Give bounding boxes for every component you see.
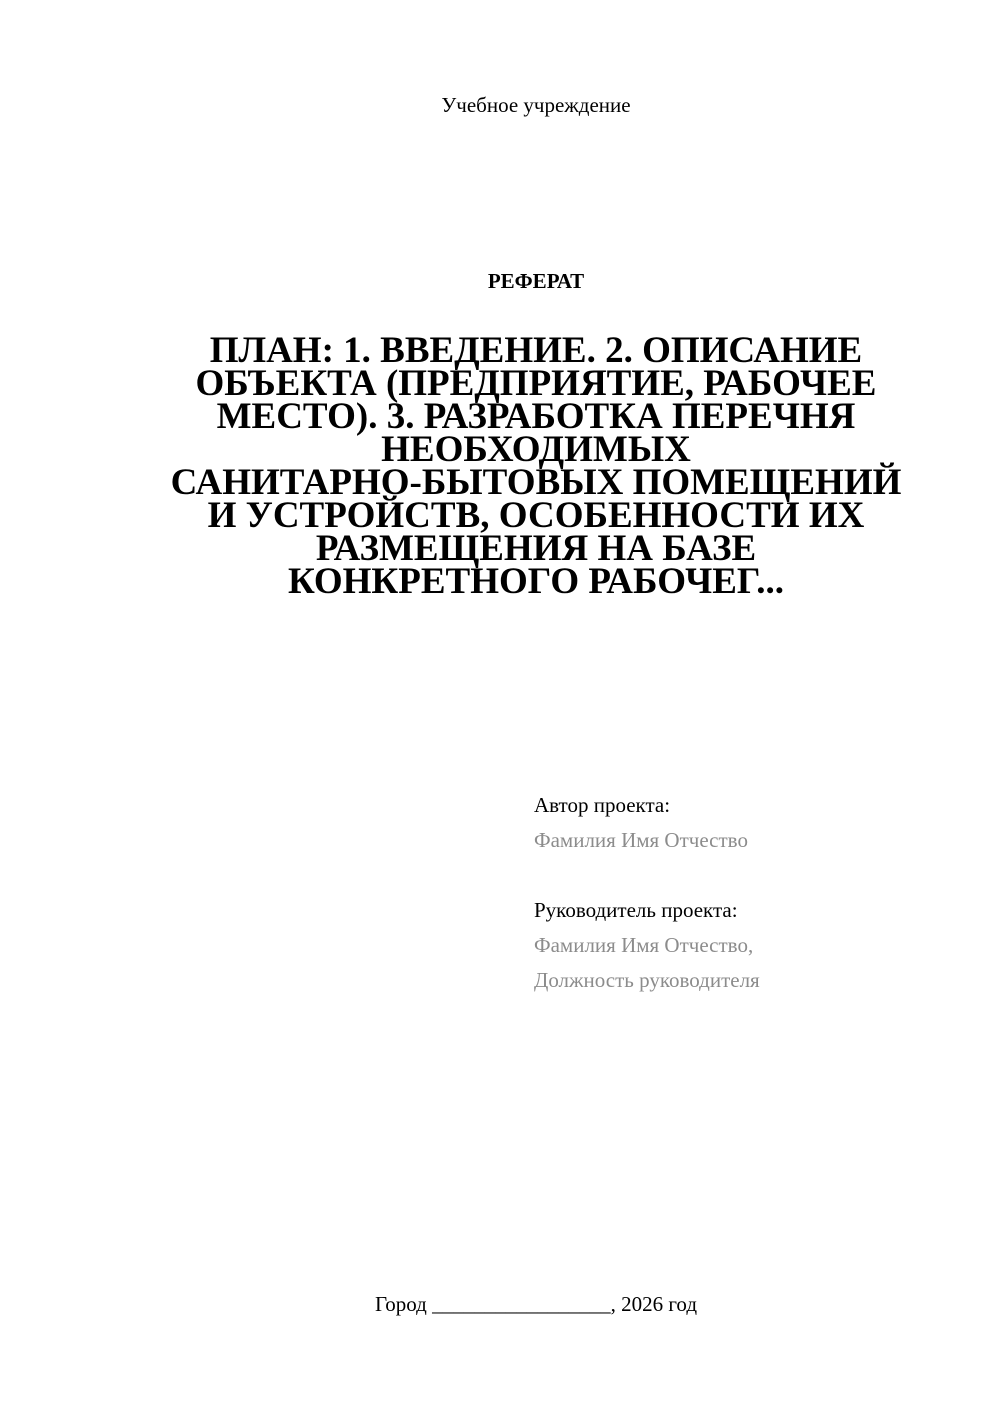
- spacer: [534, 858, 974, 893]
- document-type: РЕФЕРАТ: [487, 269, 585, 293]
- supervisor-position: Должность руководителя: [534, 968, 760, 992]
- project-people-block: [534, 788, 974, 998]
- supervisor-name: Фамилия Имя Отчество,: [534, 933, 754, 957]
- author-label: Автор проекта:: [534, 793, 671, 817]
- supervisor-label: Руководитель проекта:: [534, 898, 738, 922]
- author-name: Фамилия Имя Отчество: [534, 828, 748, 852]
- city-year-line: Город _________________, 2026 год: [374, 1292, 698, 1316]
- institution-name: Учебное учреждение: [441, 93, 631, 117]
- document-title: ПЛАН: 1. ВВЕДЕНИЕ. 2. ОПИСАНИЕ ОБЪЕКТА (ПРЕДПРИЯТИЕ, РАБОЧЕЕ МЕСТО). 3. РАЗРАБОТКА ПЕРЕЧНЯ НЕОБХОДИМЫХ САНИТАРНО-БЫТОВЫХ ПОМЕЩЕНИЙ И УСТРОЙСТВ, ОСОБЕННОСТИ ИХ РАЗМЕЩЕНИЯ НА БАЗЕ КОНКРЕТНОГО РАБОЧЕГ...: [170, 330, 902, 602]
